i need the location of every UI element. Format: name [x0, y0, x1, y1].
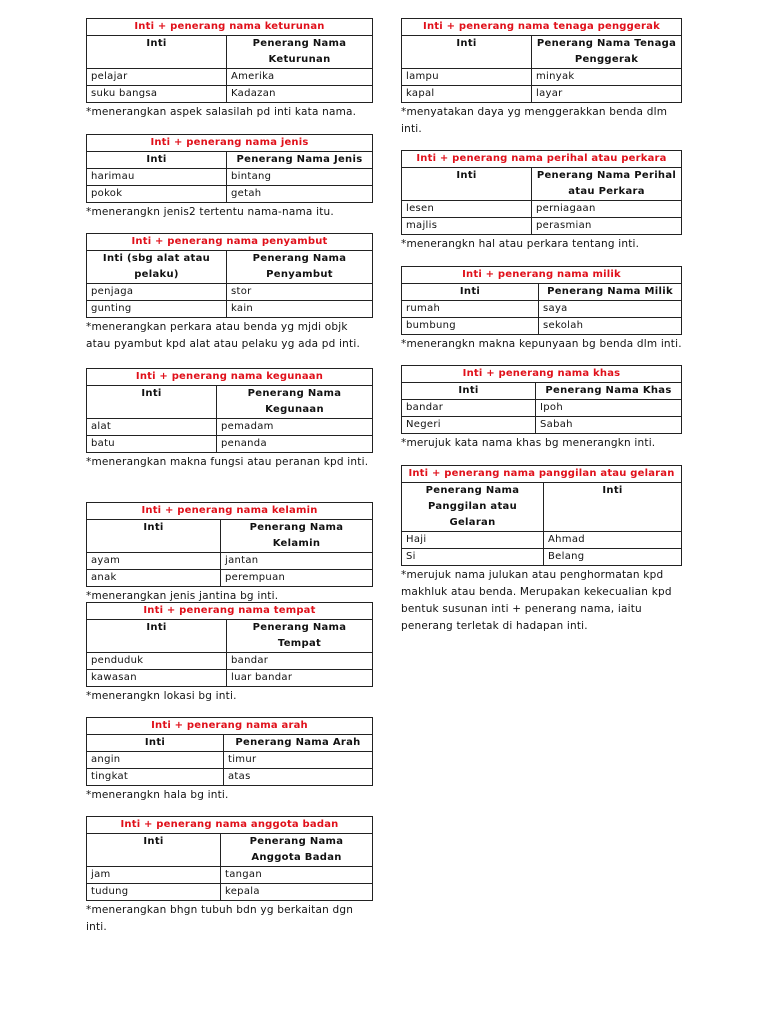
header-inti: Inti: [87, 36, 227, 69]
cell: kapal: [402, 86, 532, 103]
cell: Ipoh: [536, 400, 682, 417]
note: *merujuk nama julukan atau penghormatan kpd makhluk atau benda. Merupakan kekecualian kpd bentuk susunan inti + penerang nama, iaitu penerang terletak di hadapan inti.: [401, 569, 672, 632]
cell: getah: [227, 186, 373, 203]
table-tenaga-penggerak: [401, 18, 682, 103]
cell: Belang: [544, 549, 682, 566]
cell: Sabah: [536, 417, 682, 434]
cell: Haji: [402, 532, 544, 549]
cell: penduduk: [87, 653, 227, 670]
header-inti: Inti: [87, 386, 217, 419]
cell: Negeri: [402, 417, 536, 434]
block-kelamin: [86, 502, 373, 605]
cell: angin: [87, 752, 224, 769]
cell: ayam: [87, 553, 221, 570]
header-inti: Inti: [402, 383, 536, 400]
header-penerang: Penerang Nama Khas: [536, 383, 682, 400]
header-penerang: Penerang Nama Keturunan: [227, 36, 373, 69]
table-title: Inti + penerang nama panggilan atau gelaran: [402, 466, 682, 483]
note: *menerangkan makna fungsi atau peranan kpd inti.: [86, 456, 369, 468]
block-jenis: [86, 134, 373, 221]
cell: pelajar: [87, 69, 227, 86]
cell: Amerika: [227, 69, 373, 86]
cell: perempuan: [221, 570, 373, 587]
table-anggota-badan: [86, 816, 373, 901]
table-perihal: [401, 150, 682, 235]
cell: tangan: [221, 867, 373, 884]
cell: Ahmad: [544, 532, 682, 549]
block-tempat: [86, 602, 373, 705]
cell: tingkat: [87, 769, 224, 786]
note: *menerangkn jenis2 tertentu nama-nama itu.: [86, 206, 334, 218]
cell: lampu: [402, 69, 532, 86]
block-anggota-badan: [86, 816, 373, 936]
table-title: Inti + penerang nama kegunaan: [87, 369, 373, 386]
cell: kain: [227, 301, 373, 318]
cell: tudung: [87, 884, 221, 901]
cell: penjaga: [87, 284, 227, 301]
block-penyambut: [86, 233, 373, 353]
header-inti: Inti: [87, 520, 221, 553]
block-tenaga-penggerak: [401, 18, 682, 138]
table-kelamin: [86, 502, 373, 587]
table-title: Inti + penerang nama tempat: [87, 603, 373, 620]
header-penerang: Penerang Nama Perihal atau Perkara: [532, 168, 682, 201]
cell: Kadazan: [227, 86, 373, 103]
table-title: Inti + penerang nama tenaga penggerak: [402, 19, 682, 36]
note: *menerangkan jenis jantina bg inti.: [86, 590, 279, 602]
header-penerang: Penerang Nama Jenis: [227, 152, 373, 169]
cell: bandar: [227, 653, 373, 670]
table-panggilan: [401, 465, 682, 566]
header-penerang: Penerang Nama Kegunaan: [217, 386, 373, 419]
header-penerang: Penerang Nama Kelamin: [221, 520, 373, 553]
note: *menerangkn lokasi bg inti.: [86, 690, 237, 702]
table-title: Inti + penerang nama jenis: [87, 135, 373, 152]
note: *menerangkn hala bg inti.: [86, 789, 229, 801]
cell: pemadam: [217, 419, 373, 436]
block-khas: [401, 365, 682, 452]
cell: kawasan: [87, 670, 227, 687]
header-penerang: Penerang Nama Milik: [539, 284, 682, 301]
note: *menerangkn makna kepunyaan bg benda dlm inti.: [401, 338, 682, 350]
header-inti: Inti: [87, 735, 224, 752]
header-inti: Inti (sbg alat atau pelaku): [87, 251, 227, 284]
cell: anak: [87, 570, 221, 587]
cell: alat: [87, 419, 217, 436]
header-inti: Inti: [87, 152, 227, 169]
cell: kepala: [221, 884, 373, 901]
block-keturunan: [86, 18, 373, 121]
cell: majlis: [402, 218, 532, 235]
cell: bintang: [227, 169, 373, 186]
block-perihal: [401, 150, 682, 253]
header-penerang: Penerang Nama Tenaga Penggerak: [532, 36, 682, 69]
table-kegunaan: [86, 368, 373, 453]
note: *menerangkan perkara atau benda yg mjdi objk atau pyambut kpd alat atau pelaku yg ada pd inti.: [86, 321, 360, 350]
cell: minyak: [532, 69, 682, 86]
note: *merujuk kata nama khas bg menerangkn inti.: [401, 437, 656, 449]
cell: jantan: [221, 553, 373, 570]
header-inti: Inti: [402, 284, 539, 301]
cell: saya: [539, 301, 682, 318]
table-title: Inti + penerang nama arah: [87, 718, 373, 735]
header-inti: Inti: [87, 834, 221, 867]
header-penerang: Penerang Nama Tempat: [227, 620, 373, 653]
table-title: Inti + penerang nama penyambut: [87, 234, 373, 251]
table-title: Inti + penerang nama anggota badan: [87, 817, 373, 834]
cell: stor: [227, 284, 373, 301]
cell: rumah: [402, 301, 539, 318]
cell: layar: [532, 86, 682, 103]
header-inti: Inti: [87, 620, 227, 653]
cell: batu: [87, 436, 217, 453]
block-milik: [401, 266, 682, 353]
cell: pokok: [87, 186, 227, 203]
header-inti: Inti: [402, 36, 532, 69]
table-tempat: [86, 602, 373, 687]
table-milik: [401, 266, 682, 335]
note: *menerangkan bhgn tubuh bdn yg berkaitan dgn inti.: [86, 904, 354, 933]
cell: suku bangsa: [87, 86, 227, 103]
cell: lesen: [402, 201, 532, 218]
cell: bumbung: [402, 318, 539, 335]
cell: Si: [402, 549, 544, 566]
header-penerang: Penerang Nama Penyambut: [227, 251, 373, 284]
cell: sekolah: [539, 318, 682, 335]
header-inti: Inti: [402, 168, 532, 201]
cell: perniagaan: [532, 201, 682, 218]
table-title: Inti + penerang nama milik: [402, 267, 682, 284]
note: *menerangkn hal atau perkara tentang inti.: [401, 238, 640, 250]
table-keturunan: [86, 18, 373, 103]
header-inti: Inti: [544, 483, 682, 532]
cell: jam: [87, 867, 221, 884]
table-jenis: [86, 134, 373, 203]
cell: luar bandar: [227, 670, 373, 687]
cell: atas: [224, 769, 373, 786]
cell: harimau: [87, 169, 227, 186]
header-penerang: Penerang Nama Anggota Badan: [221, 834, 373, 867]
table-penyambut: [86, 233, 373, 318]
block-panggilan: [401, 465, 682, 635]
table-title: Inti + penerang nama khas: [402, 366, 682, 383]
note: *menerangkan aspek salasilah pd inti kata nama.: [86, 106, 357, 118]
cell: gunting: [87, 301, 227, 318]
header-penerang: Penerang Nama Arah: [224, 735, 373, 752]
table-title: Inti + penerang nama keturunan: [87, 19, 373, 36]
table-title: Inti + penerang nama perihal atau perkara: [402, 151, 682, 168]
cell: timur: [224, 752, 373, 769]
block-arah: [86, 717, 373, 804]
cell: bandar: [402, 400, 536, 417]
header-penerang: Penerang Nama Panggilan atau Gelaran: [402, 483, 544, 532]
table-khas: [401, 365, 682, 434]
cell: perasmian: [532, 218, 682, 235]
table-title: Inti + penerang nama kelamin: [87, 503, 373, 520]
block-kegunaan: [86, 368, 373, 471]
table-arah: [86, 717, 373, 786]
cell: penanda: [217, 436, 373, 453]
note: *menyatakan daya yg menggerakkan benda dlm inti.: [401, 106, 668, 135]
